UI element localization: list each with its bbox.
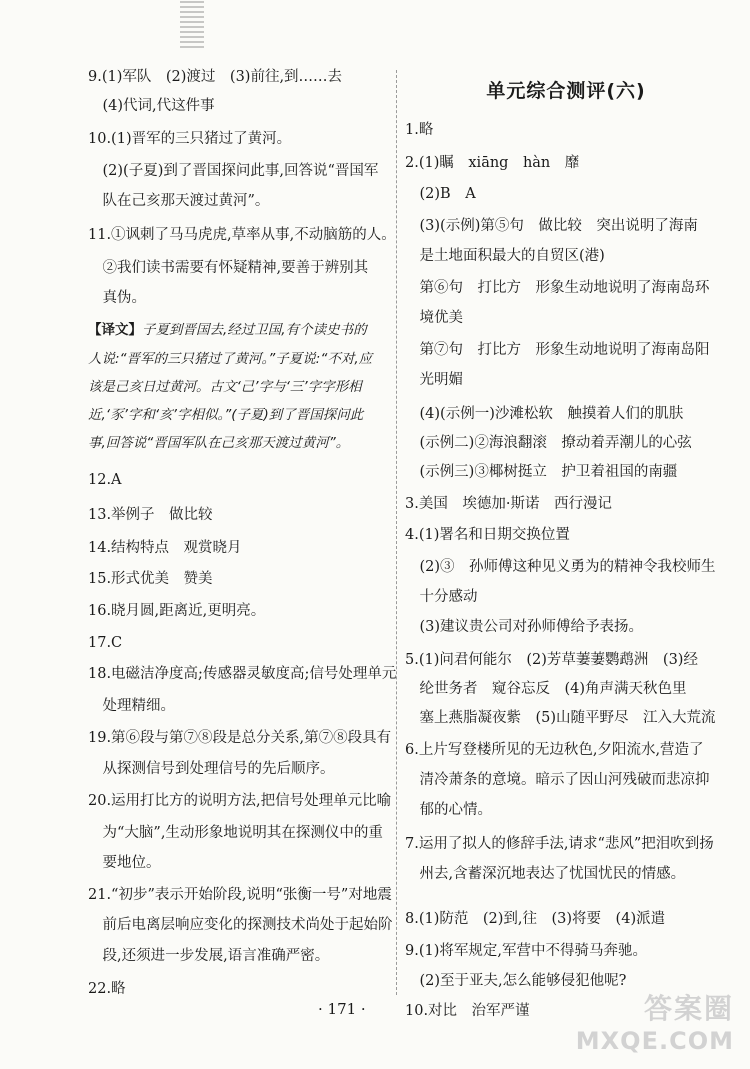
right-answer-line: 州去,含蓄深沉地表达了忧国忧民的情感。 — [405, 866, 686, 882]
left-answer-line: 为“大脑”,生动形象地说明其在探测仪中的重 — [88, 825, 383, 841]
left-answer-line: (4)代词,代这件事 — [88, 98, 215, 114]
right-answer-line: (2)③ 孙师傅这种见义勇为的精神令我校师生 — [405, 559, 716, 575]
left-answer-line: 20.运用打比方的说明方法,把信号处理单元比喻 — [88, 793, 392, 809]
left-answer-line: 18.电磁洁净度高;传感器灵敏度高;信号处理单元 — [88, 666, 397, 682]
left-answer-line: 人说:“晋军的三只猪过了黄河。”子夏说:“不对,应 — [88, 351, 373, 367]
section-title: 单元综合测评(六) — [486, 80, 646, 102]
right-answer-line: 4.(1)署名和日期交换位置 — [405, 527, 570, 543]
right-answer-line: 境优美 — [405, 310, 463, 326]
right-answer-line: 10.对比 治军严谨 — [405, 1003, 530, 1019]
left-answer-line: 近,‘豕’字和‘亥’字相似。”(子夏)到了晋国探问此 — [88, 407, 364, 423]
right-answer-line: 十分感动 — [405, 589, 478, 605]
left-answer-line: 10.(1)晋军的三只猪过了黄河。 — [88, 131, 292, 147]
right-answer-line: 3.美国 埃德加·斯诺 西行漫记 — [405, 496, 612, 512]
right-answer-line: (示例二)②海浪翻滚 撩动着弄潮儿的心弦 — [405, 435, 692, 451]
watermark-line1: 答案圈 — [643, 992, 734, 1025]
left-answer-line: 事,回答说“晋国军队在己亥那天渡过黄河”。 — [88, 435, 350, 451]
right-answer-line: 第⑦句 打比方 形象生动地说明了海南岛阳 — [405, 342, 710, 358]
right-answer-line: 郁的心情。 — [405, 802, 492, 818]
left-answer-line: 真伪。 — [88, 290, 146, 306]
right-answer-line: (示例三)③椰树挺立 护卫着祖国的南疆 — [405, 464, 678, 480]
left-answer-line: 从探测信号到处理信号的先后顺序。 — [88, 761, 335, 777]
right-answer-line: (2)B A — [405, 186, 476, 202]
left-answer-line: 段,还须进一步发展,语言准确严密。 — [88, 948, 330, 964]
left-answer-line: 16.晓月圆,距离近,更明亮。 — [88, 603, 266, 619]
right-answer-line: 7.运用了拟人的修辞手法,请求“悲风”把泪吹到扬 — [405, 836, 714, 852]
right-answer-line: 清冷萧条的意境。暗示了因山河残破而悲凉抑 — [405, 772, 710, 788]
column-divider — [396, 70, 398, 995]
scan-artifact — [180, 0, 204, 48]
right-answer-line: 5.(1)问君何能尔 (2)芳草萋萋鹦鹉洲 (3)经 — [405, 652, 698, 668]
left-answer-line: 9.(1)军队 (2)渡过 (3)前往,到……去 — [88, 69, 343, 85]
watermark-logo — [576, 987, 734, 1055]
right-answer-line: (3)建议贵公司对孙师傅给予表扬。 — [405, 619, 644, 635]
right-answer-line: 2.(1)瞩 xiāng hàn 靡 — [405, 155, 580, 171]
left-answer-line: 13.举例子 做比较 — [88, 507, 213, 523]
left-answer-line: 14.结构特点 观赏晓月 — [88, 540, 242, 556]
left-answer-line: 22.略 — [88, 981, 126, 997]
right-answer-line: 第⑥句 打比方 形象生动地说明了海南岛环 — [405, 280, 710, 296]
left-answer-line: 17.C — [88, 635, 123, 651]
left-answer-line: 21.“初步”表示开始阶段,说明“张衡一号”对地震 — [88, 887, 392, 903]
left-answer-line: 15.形式优美 赞美 — [88, 571, 213, 587]
right-answer-line: 纶世务者 窥谷忘反 (4)角声满天秋色里 — [405, 681, 687, 697]
left-answer-line: 【译文】子夏到晋国去,经过卫国,有个读史书的 — [88, 322, 367, 338]
right-answer-line: 塞上燕脂凝夜紫 (5)山随平野尽 江入大荒流 — [405, 710, 716, 726]
left-answer-line: 处理精细。 — [88, 698, 175, 714]
watermark-line2: MXQE.COM — [575, 1027, 734, 1055]
right-answer-line: 光明媚 — [405, 372, 463, 388]
page-number: · 171 · — [318, 1000, 366, 1018]
right-answer-line: 9.(1)将军规定,军营中不得骑马奔驰。 — [405, 943, 647, 959]
right-answer-line: (3)(示例)第⑤句 做比较 突出说明了海南 — [405, 218, 698, 234]
left-answer-line: 12.A — [88, 472, 122, 488]
left-answer-line: 前后电离层响应变化的探测技术尚处于起始阶 — [88, 917, 393, 933]
right-answer-line: (2)至于亚夫,怎么能够侵犯他呢? — [405, 973, 627, 989]
right-answer-line: 8.(1)防范 (2)到,往 (3)将要 (4)派遣 — [405, 911, 666, 927]
left-answer-line: 队在己亥那天渡过黄河”。 — [88, 193, 270, 209]
right-answer-line: 是土地面积最大的自贸区(港) — [405, 248, 605, 264]
right-answer-line: 6.上片写登楼所见的无边秋色,夕阳流水,营造了 — [405, 742, 704, 758]
left-answer-line: 11.①讽刺了马马虎虎,草率从事,不动脑筋的人。 — [88, 227, 396, 243]
left-answer-line: 19.第⑥段与第⑦⑧段是总分关系,第⑦⑧段具有 — [88, 730, 392, 746]
left-answer-line: ②我们读书需要有怀疑精神,要善于辨别其 — [88, 260, 369, 276]
left-answer-line: 该是己亥日过黄河。古文‘己’字与‘三’字字形相 — [88, 379, 362, 395]
left-answer-line: (2)(子夏)到了晋国探问此事,回答说“晋国军 — [88, 163, 379, 179]
left-answer-line: 要地位。 — [88, 855, 161, 871]
right-answer-line: 1.略 — [405, 122, 434, 138]
right-answer-line: (4)(示例一)沙滩松软 触摸着人们的肌肤 — [405, 406, 684, 422]
